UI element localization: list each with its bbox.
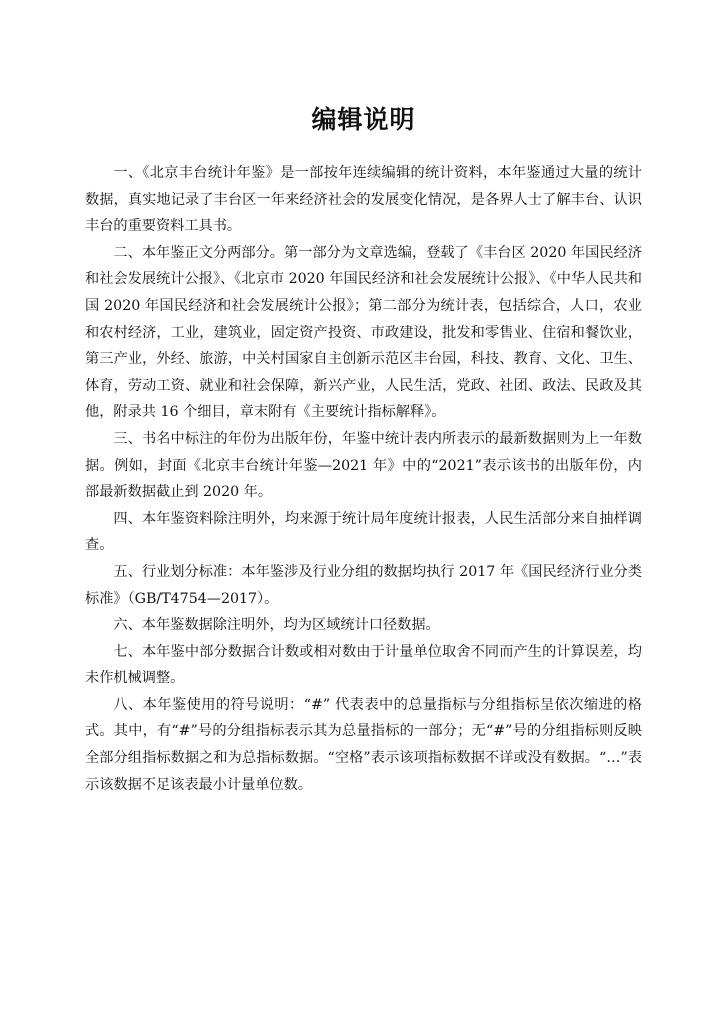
paragraph-2: 二、本年鉴正文分两部分。第一部分为文章选编，登载了《丰台区 2020 年国民经济和社会发展统计公报》、《北京市 2020 年国民经济和社会发展统计公报》、《中华人民共和国 2020 年国民经济和社会发展统计公报》；第二部分为统计表，包括综合，人口，农业和农村经济，工业，建筑业，固定资产投资、市政建设，批发和零售业、住宿和餐饮业，第三产业，外经、旅游，中关村国家自主创新示范区丰台园，科技、教育、文化、卫生、体育，劳动工资、就业和社会保障，新兴产业，人民生活，党政、社团、政法、民政及其他，附录共 16 个细目，章末附有《主要统计指标解释》。 [85,244,642,421]
document-page [85,100,642,798]
paragraph-3: 三、书名中标注的年份为出版年份，年鉴中统计表内所表示的最新数据则为上一年数据。例如，封面《北京丰台统计年鉴—2021 年》中的“2021”表示该书的出版年份，内部最新数据截止到 2020 年。 [85,430,642,501]
paragraph-7: 七、本年鉴中部分数据合计数或相对数由于计量单位取舍不同而产生的计算误差，均未作机械调整。 [85,643,642,687]
paragraph-1: 一、《北京丰台统计年鉴》是一部按年连续编辑的统计资料，本年鉴通过大量的统计数据，真实地记录了丰台区一年来经济社会的发展变化情况，是各界人士了解丰台、认识丰台的重要资料工具书。 [85,165,642,235]
paragraph-5: 五、行业划分标准：本年鉴涉及行业分组的数据均执行 2017 年《国民经济行业分类标准》（GB/T4754—2017）。 [85,563,642,607]
page-title: 编辑说明 [311,105,416,134]
paragraph-4: 四、本年鉴资料除注明外，均来源于统计局年度统计报表，人民生活部分来自抽样调查。 [85,510,642,554]
paragraph-8: 八、本年鉴使用的符号说明：“#” 代表表中的总量指标与分组指标呈依次缩进的格式。其中，有“#”号的分组指标表示其为总量指标的一部分；无“#”号的分组指标则反映全部分组指标数据之和为总指标数据。“空格”表示该项指标数据不详或没有数据。“…”表示该数据不足该表最小计量单位数。 [85,696,642,793]
paragraph-6: 六、本年鉴数据除注明外，均为区域统计口径数据。 [113,617,440,634]
